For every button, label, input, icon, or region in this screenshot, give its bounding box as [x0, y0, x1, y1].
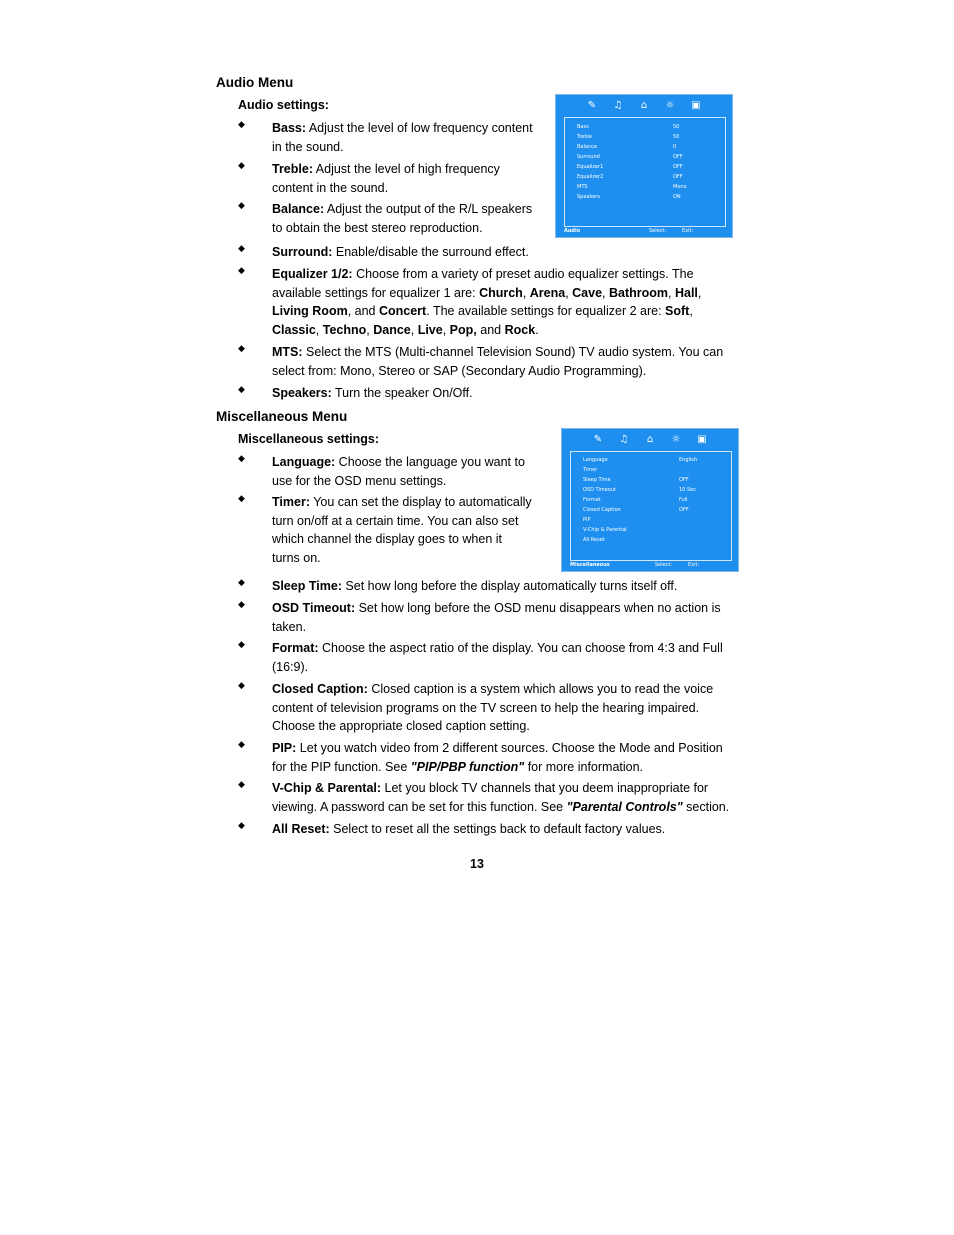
list-item-surround: ◆ Surround: Enable/disable the surround effect.: [238, 243, 738, 262]
parental-controls-reference: "Parental Controls": [566, 799, 683, 814]
osd-row: All Reset: [583, 537, 605, 543]
audio-icon: ♫: [619, 434, 629, 445]
list-item-closed-caption: ◆ Closed Caption: Closed caption is a system which allows you to read the voice content of television programs on the TV screen to help the hearing impaired. Choose the appropriate closed caption setting.: [238, 680, 738, 737]
picture-icon: ✎: [593, 434, 603, 445]
osd-row: Balance 0: [577, 144, 677, 150]
list-item-mts: ◆ MTS: Select the MTS (Multi-channel Television Sound) TV audio system. You can select from: Mono, Stereo or SAP (Secondary Audio Programming).: [238, 343, 738, 381]
bullet-icon: ◆: [238, 739, 245, 749]
setup-icon: ☼: [665, 100, 675, 111]
misc-settings-subheading: Miscellaneous settings:: [238, 432, 380, 446]
list-item-speakers: ◆ Speakers: Turn the speaker On/Off.: [238, 384, 738, 403]
bullet-icon: ◆: [238, 343, 245, 353]
misc-osd-screenshot: [561, 428, 739, 572]
list-item-timer: ◆ Timer: You can set the display to automatically turn on/off at a certain time. You can also set which channel the display goes to when it turns on.: [238, 493, 738, 569]
list-item-pip: ◆ PIP: Let you watch video from 2 different sources. Choose the Mode and Position for the PIP function. See "PIP/PBP function" for more information.: [238, 739, 738, 777]
audio-settings-subheading: Audio settings:: [238, 98, 329, 112]
bullet-icon: ◆: [238, 820, 245, 830]
osd-icon-bar: [556, 99, 732, 115]
setup-icon: ☼: [671, 434, 681, 445]
tv-icon: ⌂: [640, 100, 648, 111]
bullet-icon: ◆: [238, 493, 245, 503]
osd-row: PIP: [583, 517, 591, 523]
page-number: 13: [470, 857, 484, 871]
osd-footer: Miscellaneous Select: Exit:: [570, 562, 700, 568]
osd-row: Equalizer2 OFF: [577, 174, 683, 180]
osd-row: Equalizer1 OFF: [577, 164, 683, 170]
audio-osd-screenshot: [555, 94, 733, 238]
bullet-icon: ◆: [238, 577, 245, 587]
bullet-icon: ◆: [238, 384, 245, 394]
bullet-icon: ◆: [238, 119, 245, 129]
audio-icon: ♫: [613, 100, 623, 111]
misc-menu-heading: Miscellaneous Menu: [216, 409, 348, 424]
tv-icon: ⌂: [646, 434, 654, 445]
bullet-icon: ◆: [238, 680, 245, 690]
osd-row: Bass 50: [577, 124, 680, 130]
bullet-icon: ◆: [238, 160, 245, 170]
bullet-icon: ◆: [238, 243, 245, 253]
osd-row: MTS Mono: [577, 184, 687, 190]
osd-row: Sleep Time OFF: [583, 477, 689, 483]
list-item-bass: ◆ Bass: Adjust the level of low frequency content in the sound.: [238, 119, 738, 157]
osd-row: Timer: [583, 467, 598, 473]
pip-pbp-reference: "PIP/PBP function": [410, 759, 525, 774]
osd-row: OSD Timeout 10 Sec: [583, 487, 696, 493]
list-item-sleep-time: ◆ Sleep Time: Set how long before the display automatically turns itself off.: [238, 577, 738, 596]
osd-row: V-Chip & Parental: [583, 527, 627, 533]
bullet-icon: ◆: [238, 453, 245, 463]
bullet-icon: ◆: [238, 265, 245, 275]
bullet-icon: ◆: [238, 779, 245, 789]
osd-row: Speakers ON: [577, 194, 681, 200]
list-item-language: ◆ Language: Choose the language you want to use for the OSD menu settings.: [238, 453, 738, 491]
list-item-osd-timeout: ◆ OSD Timeout: Set how long before the OSD menu disappears when no action is taken.: [238, 599, 738, 637]
osd-panel: [570, 451, 732, 561]
osd-panel: [564, 117, 726, 227]
list-item-format: ◆ Format: Choose the aspect ratio of the display. You can choose from 4:3 and Full (16:9).: [238, 639, 738, 677]
audio-menu-heading: Audio Menu: [216, 75, 294, 90]
misc-icon: ▣: [697, 434, 707, 445]
bullet-icon: ◆: [238, 599, 245, 609]
list-item-vchip-parental: ◆ V-Chip & Parental: Let you block TV channels that you deem inappropriate for viewing. A password can be set for this function. See "Parental Controls" section.: [238, 779, 738, 817]
bullet-icon: ◆: [238, 200, 245, 210]
osd-row: Format Full: [583, 497, 688, 503]
picture-icon: ✎: [587, 100, 597, 111]
osd-icon-bar: [562, 433, 738, 449]
osd-row: Language English: [583, 457, 698, 463]
list-item-equalizer: ◆ Equalizer 1/2: Choose from a variety of preset audio equalizer settings. The available settings for equalizer 1 are: Church, Arena, Cave, Bathroom, Hall, Living Room, and Concert. The available settings for equalizer 2 are: Soft, Classic, Techno, Dance, Live, Pop, and Rock.: [238, 265, 738, 341]
list-item-treble: ◆ Treble: Adjust the level of high frequency content in the sound.: [238, 160, 738, 198]
misc-icon: ▣: [691, 100, 701, 111]
list-item-all-reset: ◆ All Reset: Select to reset all the settings back to default factory values.: [238, 820, 738, 839]
osd-row: Surround OFF: [577, 154, 683, 160]
list-item-balance: ◆ Balance: Adjust the output of the R/L speakers to obtain the best stereo reproduction.: [238, 200, 738, 238]
bullet-icon: ◆: [238, 639, 245, 649]
osd-row: Closed Caption OFF: [583, 507, 689, 513]
osd-footer: Audio Select: Exit:: [564, 228, 694, 234]
osd-row: Treble 50: [577, 134, 680, 140]
